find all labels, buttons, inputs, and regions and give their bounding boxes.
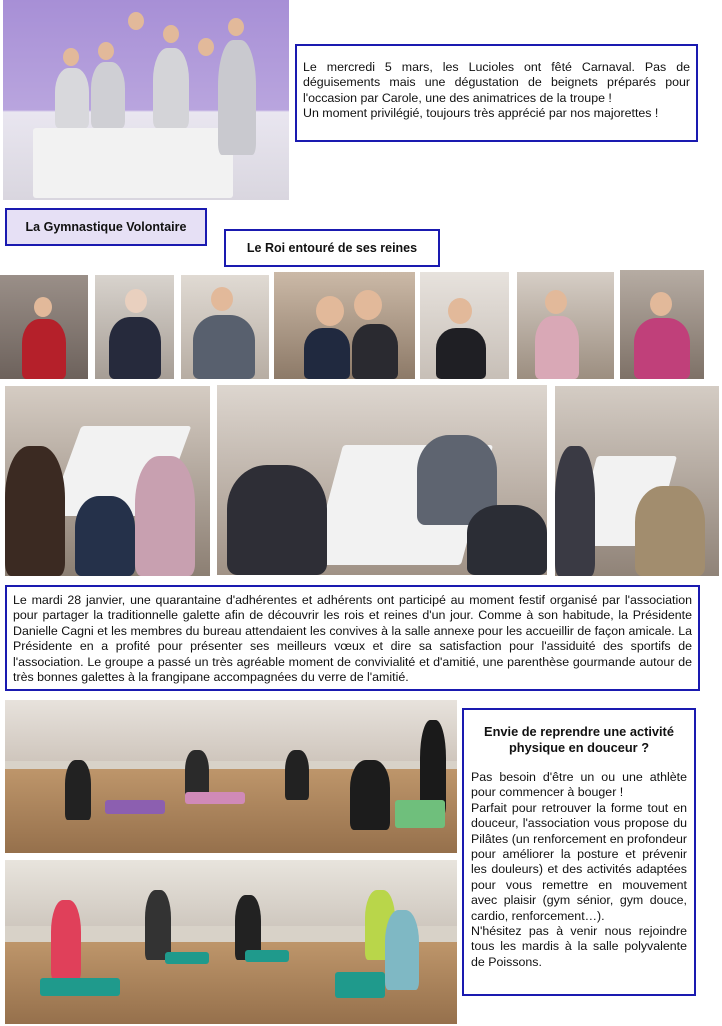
gym-session-photo-1 <box>5 700 457 853</box>
photo-detail <box>22 319 66 379</box>
photo-detail <box>65 760 91 820</box>
portrait-photo-5 <box>420 272 509 379</box>
photo-detail <box>128 12 144 30</box>
photo-detail <box>135 456 195 576</box>
photo-detail <box>75 496 135 576</box>
carnival-text-box <box>295 44 698 142</box>
carnival-paragraph: Un moment privilégié, toujours très apprécié par nos majorettes ! <box>303 106 659 121</box>
photo-detail <box>218 40 256 155</box>
photo-detail <box>634 318 690 379</box>
photo-detail <box>51 900 81 980</box>
carnival-paragraph: Le mercredi 5 mars, les Lucioles ont fêté Carnaval. Pas de déguisements mais une dégustation de beignets préparés pour l'occasion par Carole, une des animatrices de la troupe ! <box>303 60 690 105</box>
banquet-photo-1 <box>5 386 210 576</box>
portrait-photo-7 <box>620 270 704 379</box>
activity-paragraph: Pas besoin d'être un ou une athlète pour commencer à bouger ! <box>471 770 687 800</box>
photo-detail <box>555 446 595 576</box>
king-caption-text: Le Roi entouré de ses reines <box>246 241 418 255</box>
portrait-photo-1 <box>0 275 88 379</box>
photo-detail <box>40 978 120 996</box>
photo-detail <box>165 952 209 964</box>
photo-detail <box>125 289 147 313</box>
photo-detail <box>5 446 65 576</box>
photo-detail <box>193 315 255 379</box>
photo-detail <box>211 287 233 311</box>
photo-detail <box>545 290 567 314</box>
photo-detail <box>145 890 171 960</box>
photo-detail <box>436 328 486 379</box>
photo-detail <box>285 750 309 800</box>
carnival-group-photo <box>3 0 289 200</box>
photo-detail <box>163 25 179 43</box>
photo-detail <box>335 972 385 998</box>
gym-title-label <box>5 208 207 246</box>
photo-detail <box>635 486 705 576</box>
photo-detail <box>395 800 445 828</box>
photo-detail <box>109 317 161 379</box>
gym-title-text: La Gymnastique Volontaire <box>25 220 187 234</box>
photo-detail <box>153 48 189 128</box>
photo-detail <box>316 296 344 326</box>
photo-detail <box>467 505 547 575</box>
banquet-photo-3 <box>555 386 719 576</box>
banquet-photo-2 <box>217 385 547 575</box>
photo-detail <box>63 48 79 66</box>
photo-detail <box>185 792 245 804</box>
photo-detail <box>228 18 244 36</box>
gym-session-photo-2 <box>5 860 457 1024</box>
photo-detail <box>55 68 89 128</box>
snack-table <box>33 128 233 198</box>
portrait-photo-6 <box>517 272 614 379</box>
photo-detail <box>198 38 214 56</box>
photo-detail <box>304 328 350 379</box>
photo-detail <box>448 298 472 324</box>
photo-detail <box>350 760 390 830</box>
photo-detail <box>650 292 672 316</box>
galette-text-box <box>5 585 700 691</box>
photo-detail <box>227 465 327 575</box>
king-caption-label <box>224 229 440 267</box>
galette-paragraph: Le mardi 28 janvier, une quarantaine d'adhérentes et adhérents ont participé au moment festif organisé par l'association pour partager la traditionnelle galette afin de découvrir les rois et reines d'un jour. Comme à son habitude, la Présidente Danielle Cagni et les membres du bureau attendaient les convives à la salle annexe pour les accueillir de façon amicale. La Présidente en a profité pour présenter ses meilleurs vœux et dire sa satisfaction pour l'assiduité des sportifs de l'association. Le groupe a passé un très agréable moment de convivialité et d'amitié, une parenthèse gourmande autour de très bonnes galettes à la frangipane accompagnées du verre de l'amitié. <box>13 593 692 685</box>
photo-detail <box>5 700 457 761</box>
photo-detail <box>105 800 165 814</box>
portrait-photo-4 <box>274 272 415 379</box>
photo-detail <box>245 950 289 962</box>
portrait-photo-2 <box>95 275 174 379</box>
photo-detail <box>34 297 52 317</box>
photo-detail <box>98 42 114 60</box>
photo-detail <box>91 62 125 128</box>
activity-paragraph: Parfait pour retrouver la forme tout en douceur, l'association vous propose du Pilâtes (un renforcement en profondeur pour améliorer la posture et prévenir les douleurs) et des activités adaptées pour vous remettre en mouvement avec plaisir (gym sénior, gym douce, cardio, renforcement…). <box>471 800 687 923</box>
activity-paragraph: N'hésitez pas à venir nous rejoindre tous les mardis à la salle polyvalente de Poissons. <box>471 924 687 969</box>
activity-info-box <box>462 708 696 996</box>
photo-detail <box>354 290 382 320</box>
portrait-photo-3 <box>181 275 269 379</box>
photo-detail <box>385 910 419 990</box>
photo-detail <box>352 324 398 379</box>
activity-title: Envie de reprendre une activité physique en douceur ? <box>484 724 674 755</box>
photo-detail <box>535 316 579 379</box>
